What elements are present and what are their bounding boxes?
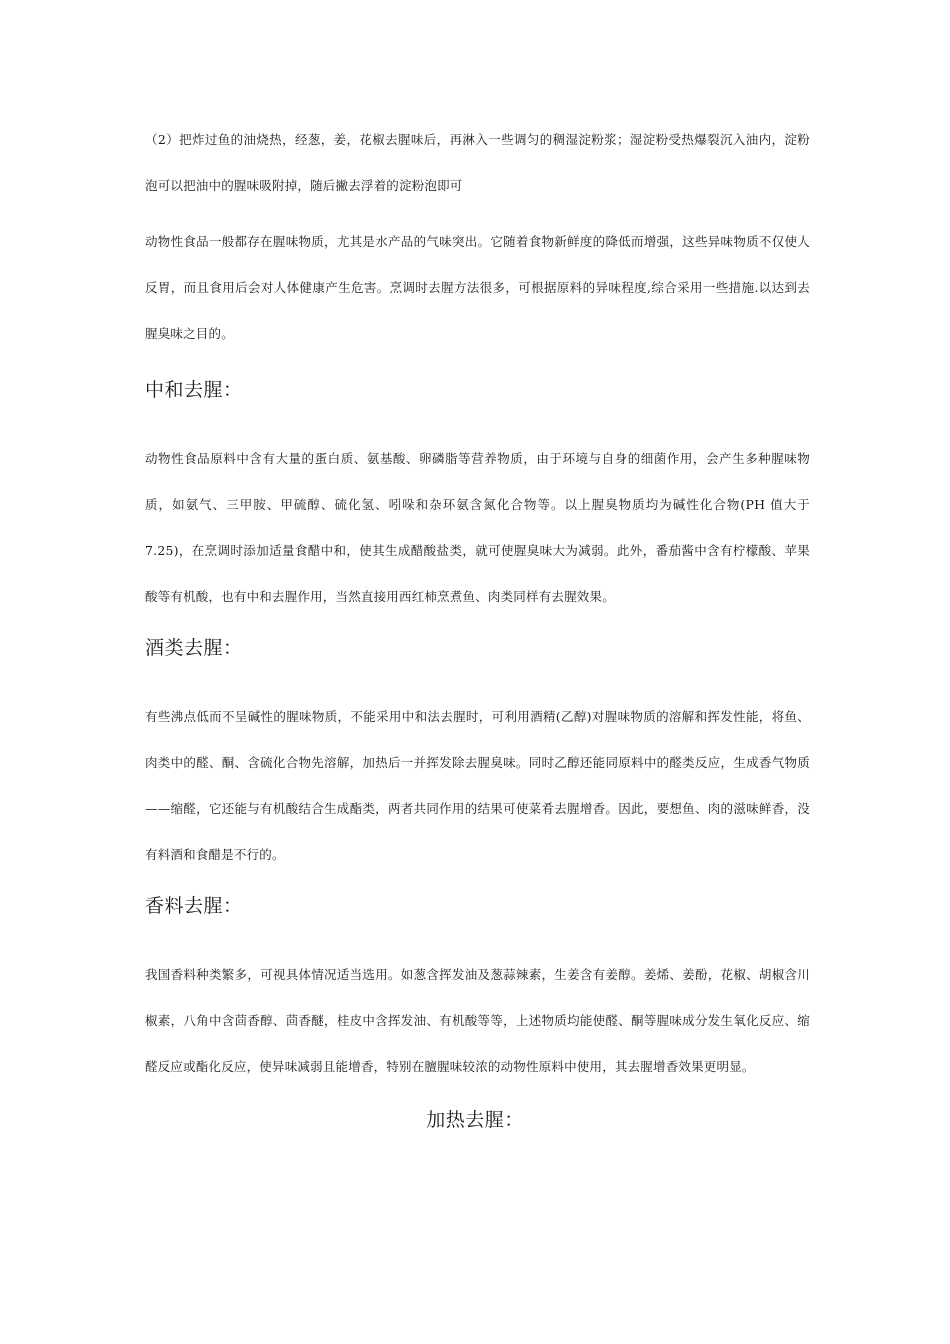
paragraph-wine: 有些沸点低而不呈碱性的腥味物质，不能采用中和法去腥时，可利用酒精(乙醇)对腥味物质的溶解和挥发性能，将鱼、肉类中的醛、酮、含硫化合物先溶解，加热后一并挥发除去腥臭味。同时乙醇还能同原料中的醛类反应，生成香气物质——缩醛，它还能与有机酸结合生成酯类，两者共同作用的结果可使菜肴去腥增香。因此，要想鱼、肉的滋味鲜香，没有料酒和食醋是不行的。 (145, 709, 810, 862)
paragraph-starch-method: （2）把炸过鱼的油烧热，经葱，姜，花椒去腥味后，再淋入一些调匀的稠湿淀粉浆；湿淀粉受热爆裂沉入油内，淀粉泡可以把油中的腥味吸附掉，随后撇去浮着的淀粉泡即可 (145, 132, 810, 193)
paragraph-spice: 我国香料种类繁多，可视具体情况适当选用。如葱含挥发油及葱蒜辣素，生姜含有姜醇。姜烯、姜酚，花椒、胡椒含川椒素，八角中含茴香醇、茴香醚，桂皮中含挥发油、有机酸等等，上述物质均能使醛、酮等腥味成分发生氧化反应、缩醛反应或酯化反应，使异味减弱且能增香，特别在膻腥味较浓的动物性原料中使用，其去腥增香效果更明显。 (145, 967, 810, 1074)
paragraph-intro: 动物性食品一般都存在腥味物质，尤其是水产品的气味突出。它随着食物新鲜度的降低而增强，这些异味物质不仅使人反胃，而且食用后会对人体健康产生危害。烹调时去腥方法很多，可根据原料的异味程度,综合采用一些措施.以达到去腥臭味之目的。 (145, 234, 810, 341)
heading-neutralize: 中和去腥： (145, 379, 243, 401)
heading-spice: 香料去腥： (145, 895, 243, 917)
paragraph-neutralize: 动物性食品原料中含有大量的蛋白质、氨基酸、卵磷脂等营养物质，由于环境与自身的细菌作用，会产生多种腥味物质，如氨气、三甲胺、甲硫醇、硫化氢、吲哚和杂环氨含氮化合物等。以上腥臭物质均为碱性化合物(PH 值大于 7.25)，在烹调时添加适量食醋中和，使其生成醋酸盐类，就可使腥臭味大为减弱。此外，番茄酱中含有柠檬酸、苹果酸等有机酸，也有中和去腥作用，当然直接用西红柿烹煮鱼、肉类同样有去腥效果。 (145, 451, 810, 604)
heading-heat: 加热去腥： (426, 1109, 524, 1131)
heading-wine: 酒类去腥： (145, 637, 243, 659)
